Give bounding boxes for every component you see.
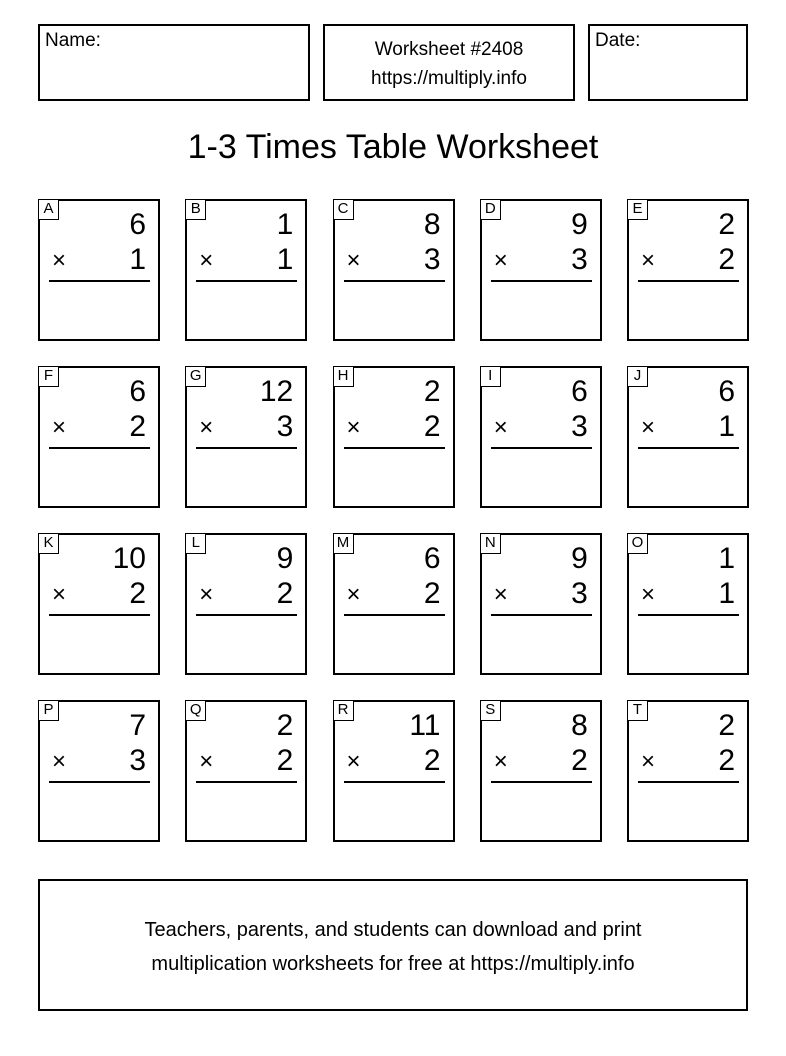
problem-letter: R (333, 700, 354, 721)
answer-line (638, 614, 739, 616)
multiplicand: 9 (571, 542, 588, 575)
multiply-sign: × (346, 247, 361, 274)
answer-line (344, 614, 445, 616)
multiply-sign: × (52, 414, 67, 441)
multiplicand: 7 (129, 709, 146, 742)
problem-cell[interactable] (480, 366, 602, 508)
multiplier: 2 (423, 744, 441, 777)
multiply-sign: × (641, 581, 656, 608)
multiplicand: 9 (276, 542, 294, 575)
multiply-sign: × (641, 748, 656, 775)
multiplier: 3 (571, 410, 588, 443)
multiplicand: 8 (571, 709, 588, 742)
answer-line (49, 614, 150, 616)
multiply-sign: × (493, 247, 508, 274)
multiply-sign: × (199, 247, 214, 274)
multiplicand: 1 (276, 208, 294, 241)
problem-letter: L (185, 533, 206, 554)
problem-cell[interactable] (38, 533, 160, 675)
problem-cell[interactable] (333, 700, 455, 842)
multiply-sign: × (346, 748, 361, 775)
multiplier: 3 (129, 744, 146, 777)
problem-cell[interactable] (38, 199, 160, 341)
answer-line (196, 447, 297, 449)
multiply-sign: × (641, 247, 656, 274)
multiplier: 2 (423, 410, 441, 443)
multiplicand: 6 (129, 375, 146, 408)
problem-letter: M (333, 533, 354, 554)
problem-letter: D (480, 199, 501, 220)
answer-line (638, 447, 739, 449)
answer-line (344, 280, 445, 282)
multiply-sign: × (199, 581, 214, 608)
multiplicand: 11 (409, 709, 441, 742)
problem-cell[interactable] (38, 700, 160, 842)
problem-cell[interactable] (627, 366, 749, 508)
multiply-sign: × (199, 414, 214, 441)
multiply-sign: × (493, 414, 508, 441)
date-field[interactable] (588, 24, 748, 101)
multiplier: 3 (276, 410, 294, 443)
answer-line (196, 614, 297, 616)
multiplier: 2 (129, 577, 146, 610)
problem-letter: I (480, 366, 501, 387)
multiplicand: 6 (571, 375, 588, 408)
problem-letter: P (38, 700, 59, 721)
name-label: Name: (45, 30, 101, 51)
multiply-sign: × (52, 247, 67, 274)
multiplicand: 6 (718, 375, 735, 408)
worksheet-info-box (323, 24, 575, 101)
problem-cell[interactable] (38, 366, 160, 508)
multiplicand: 1 (718, 542, 735, 575)
answer-line (196, 280, 297, 282)
problem-cell[interactable] (333, 366, 455, 508)
problem-letter: Q (185, 700, 206, 721)
problem-letter: F (38, 366, 59, 387)
multiplier: 1 (718, 577, 735, 610)
name-field[interactable] (38, 24, 310, 101)
answer-line (344, 447, 445, 449)
footer-line-1: Teachers, parents, and students can download and print (144, 919, 642, 941)
page-title: 1-3 Times Table Worksheet (187, 128, 599, 166)
multiplier: 1 (129, 243, 146, 276)
problem-cell[interactable] (480, 533, 602, 675)
date-label: Date: (595, 30, 641, 51)
answer-line (491, 781, 592, 783)
problem-letter: S (480, 700, 501, 721)
answer-line (491, 614, 592, 616)
multiplicand: 8 (423, 208, 441, 241)
multiplier: 2 (276, 577, 294, 610)
worksheet-number: Worksheet #2408 (374, 39, 524, 60)
problem-cell[interactable] (627, 700, 749, 842)
problem-cell[interactable] (185, 366, 307, 508)
multiplicand: 10 (112, 542, 146, 575)
footer-line-2: multiplication worksheets for free at https://multiply.info (151, 953, 635, 975)
problem-cell[interactable] (480, 199, 602, 341)
multiply-sign: × (346, 414, 361, 441)
problem-letter: C (333, 199, 354, 220)
answer-line (638, 280, 739, 282)
multiplicand: 2 (276, 709, 294, 742)
problem-letter: A (38, 199, 59, 220)
problem-cell[interactable] (185, 199, 307, 341)
answer-line (49, 280, 150, 282)
problem-cell[interactable] (333, 199, 455, 341)
multiplicand: 9 (571, 208, 588, 241)
answer-line (491, 447, 592, 449)
answer-line (491, 280, 592, 282)
footer-box (38, 879, 748, 1011)
problem-cell[interactable] (627, 533, 749, 675)
multiply-sign: × (346, 581, 361, 608)
multiplier: 2 (718, 243, 735, 276)
multiplicand: 2 (718, 208, 735, 241)
problem-letter: T (627, 700, 648, 721)
problem-cell[interactable] (480, 700, 602, 842)
multiplier: 2 (423, 577, 441, 610)
multiplicand: 6 (423, 542, 441, 575)
problem-letter: N (480, 533, 501, 554)
answer-line (638, 781, 739, 783)
problem-letter: J (627, 366, 648, 387)
multiplicand: 2 (718, 709, 735, 742)
answer-line (344, 781, 445, 783)
multiply-sign: × (52, 748, 67, 775)
multiplier: 2 (129, 410, 146, 443)
multiplicand: 6 (129, 208, 146, 241)
problem-cell[interactable] (627, 199, 749, 341)
multiplier: 3 (423, 243, 441, 276)
multiply-sign: × (199, 748, 214, 775)
problem-letter: E (627, 199, 648, 220)
answer-line (49, 447, 150, 449)
multiplier: 2 (718, 744, 735, 777)
multiply-sign: × (641, 414, 656, 441)
multiplier: 1 (276, 243, 294, 276)
problem-cell[interactable] (185, 700, 307, 842)
problem-letter: G (185, 366, 206, 387)
multiplier: 3 (571, 577, 588, 610)
worksheet-url: https://multiply.info (371, 68, 527, 89)
multiplier: 2 (571, 744, 588, 777)
problem-cell[interactable] (185, 533, 307, 675)
multiplier: 2 (276, 744, 294, 777)
problem-grid (38, 199, 749, 842)
multiplicand: 2 (423, 375, 441, 408)
multiply-sign: × (52, 581, 67, 608)
multiplier: 1 (718, 410, 735, 443)
problem-letter: O (627, 533, 648, 554)
multiplicand: 12 (259, 375, 294, 408)
multiply-sign: × (493, 748, 508, 775)
multiplier: 3 (571, 243, 588, 276)
problem-letter: B (185, 199, 206, 220)
problem-cell[interactable] (333, 533, 455, 675)
problem-letter: H (333, 366, 354, 387)
multiply-sign: × (493, 581, 508, 608)
problem-letter: K (38, 533, 59, 554)
answer-line (196, 781, 297, 783)
answer-line (49, 781, 150, 783)
